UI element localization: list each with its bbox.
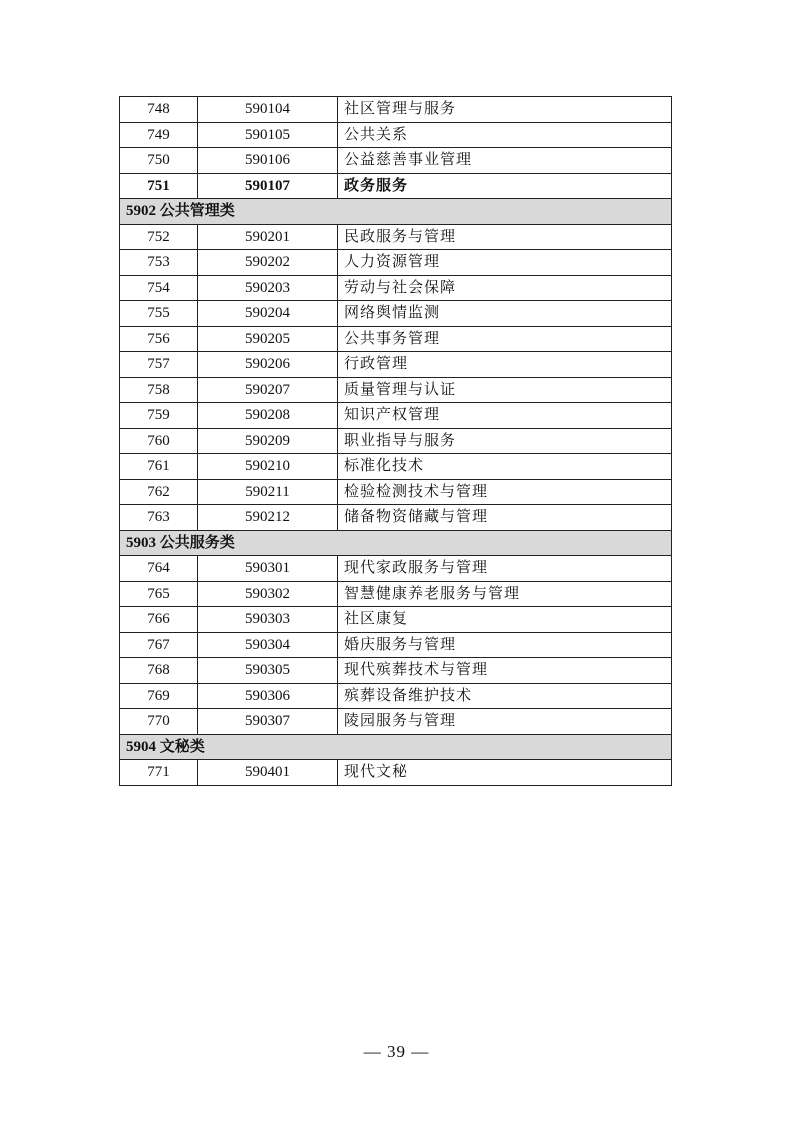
program-name-cell: 储备物资储藏与管理	[338, 505, 672, 531]
program-name-cell: 劳动与社会保障	[338, 275, 672, 301]
program-name-cell: 检验检测技术与管理	[338, 479, 672, 505]
sequence-number-cell: 756	[120, 326, 198, 352]
program-name-cell: 婚庆服务与管理	[338, 632, 672, 658]
table-row	[120, 224, 672, 250]
table-row	[120, 683, 672, 709]
program-name-cell: 公共关系	[338, 122, 672, 148]
sequence-number-cell: 760	[120, 428, 198, 454]
table-row	[120, 454, 672, 480]
sequence-number-cell: 753	[120, 250, 198, 276]
program-name-cell: 公益慈善事业管理	[338, 148, 672, 174]
sequence-number-cell: 762	[120, 479, 198, 505]
program-code-cell: 590209	[198, 428, 338, 454]
program-code-cell: 590302	[198, 581, 338, 607]
section-header-row	[120, 199, 672, 225]
section-title: 5904 文秘类	[120, 734, 672, 760]
program-code-cell: 590212	[198, 505, 338, 531]
table-row	[120, 122, 672, 148]
table-row	[120, 505, 672, 531]
table-row	[120, 97, 672, 123]
program-code-cell: 590105	[198, 122, 338, 148]
table-row	[120, 607, 672, 633]
table-row	[120, 632, 672, 658]
sequence-number-cell: 757	[120, 352, 198, 378]
program-code-cell: 590307	[198, 709, 338, 735]
table-row	[120, 403, 672, 429]
table-row	[120, 250, 672, 276]
program-code-cell: 590401	[198, 760, 338, 786]
program-code-cell: 590208	[198, 403, 338, 429]
sequence-number-cell: 758	[120, 377, 198, 403]
program-code-cell: 590106	[198, 148, 338, 174]
program-code-cell: 590201	[198, 224, 338, 250]
program-name-cell: 公共事务管理	[338, 326, 672, 352]
sequence-number-cell: 761	[120, 454, 198, 480]
sequence-number-cell: 755	[120, 301, 198, 327]
program-code-cell: 590303	[198, 607, 338, 633]
program-catalog-table	[119, 96, 672, 786]
sequence-number-cell: 764	[120, 556, 198, 582]
sequence-number-cell: 754	[120, 275, 198, 301]
sequence-number-cell: 770	[120, 709, 198, 735]
page-number: — 39 —	[363, 1042, 430, 1061]
sequence-number-cell: 768	[120, 658, 198, 684]
program-name-cell: 标准化技术	[338, 454, 672, 480]
program-code-cell: 590210	[198, 454, 338, 480]
sequence-number-cell: 766	[120, 607, 198, 633]
program-name-cell: 智慧健康养老服务与管理	[338, 581, 672, 607]
program-code-cell: 590301	[198, 556, 338, 582]
table-row	[120, 581, 672, 607]
sequence-number-cell: 749	[120, 122, 198, 148]
program-name-cell: 知识产权管理	[338, 403, 672, 429]
program-name-cell: 职业指导与服务	[338, 428, 672, 454]
program-code-cell: 590211	[198, 479, 338, 505]
table-row	[120, 326, 672, 352]
sequence-number-cell: 771	[120, 760, 198, 786]
program-code-cell: 590305	[198, 658, 338, 684]
program-name-cell: 殡葬设备维护技术	[338, 683, 672, 709]
program-name-cell: 现代殡葬技术与管理	[338, 658, 672, 684]
program-code-cell: 590204	[198, 301, 338, 327]
program-code-cell: 590104	[198, 97, 338, 123]
program-code-cell: 590203	[198, 275, 338, 301]
table-row	[120, 709, 672, 735]
catalog-table-body	[120, 97, 672, 786]
program-name-cell: 网络舆情监测	[338, 301, 672, 327]
program-code-cell: 590205	[198, 326, 338, 352]
table-row	[120, 148, 672, 174]
table-row	[120, 275, 672, 301]
section-header-row	[120, 734, 672, 760]
program-name-cell: 人力资源管理	[338, 250, 672, 276]
section-title: 5902 公共管理类	[120, 199, 672, 225]
table-row	[120, 301, 672, 327]
table-row	[120, 377, 672, 403]
sequence-number-cell: 763	[120, 505, 198, 531]
section-title: 5903 公共服务类	[120, 530, 672, 556]
sequence-number-cell: 765	[120, 581, 198, 607]
program-name-cell: 陵园服务与管理	[338, 709, 672, 735]
program-code-cell: 590207	[198, 377, 338, 403]
program-code-cell: 590306	[198, 683, 338, 709]
sequence-number-cell: 748	[120, 97, 198, 123]
sequence-number-cell: 759	[120, 403, 198, 429]
program-name-cell: 现代文秘	[338, 760, 672, 786]
program-name-cell: 质量管理与认证	[338, 377, 672, 403]
table-row	[120, 658, 672, 684]
program-code-cell: 590107	[198, 173, 338, 199]
program-code-cell: 590304	[198, 632, 338, 658]
table-row	[120, 173, 672, 199]
table-row	[120, 479, 672, 505]
program-name-cell: 政务服务	[338, 173, 672, 199]
program-name-cell: 社区管理与服务	[338, 97, 672, 123]
sequence-number-cell: 752	[120, 224, 198, 250]
table-row	[120, 428, 672, 454]
program-code-cell: 590202	[198, 250, 338, 276]
sequence-number-cell: 767	[120, 632, 198, 658]
sequence-number-cell: 769	[120, 683, 198, 709]
table-row	[120, 352, 672, 378]
program-name-cell: 现代家政服务与管理	[338, 556, 672, 582]
program-name-cell: 社区康复	[338, 607, 672, 633]
table-row	[120, 556, 672, 582]
sequence-number-cell: 751	[120, 173, 198, 199]
program-name-cell: 行政管理	[338, 352, 672, 378]
sequence-number-cell: 750	[120, 148, 198, 174]
section-header-row	[120, 530, 672, 556]
program-code-cell: 590206	[198, 352, 338, 378]
table-row	[120, 760, 672, 786]
program-name-cell: 民政服务与管理	[338, 224, 672, 250]
